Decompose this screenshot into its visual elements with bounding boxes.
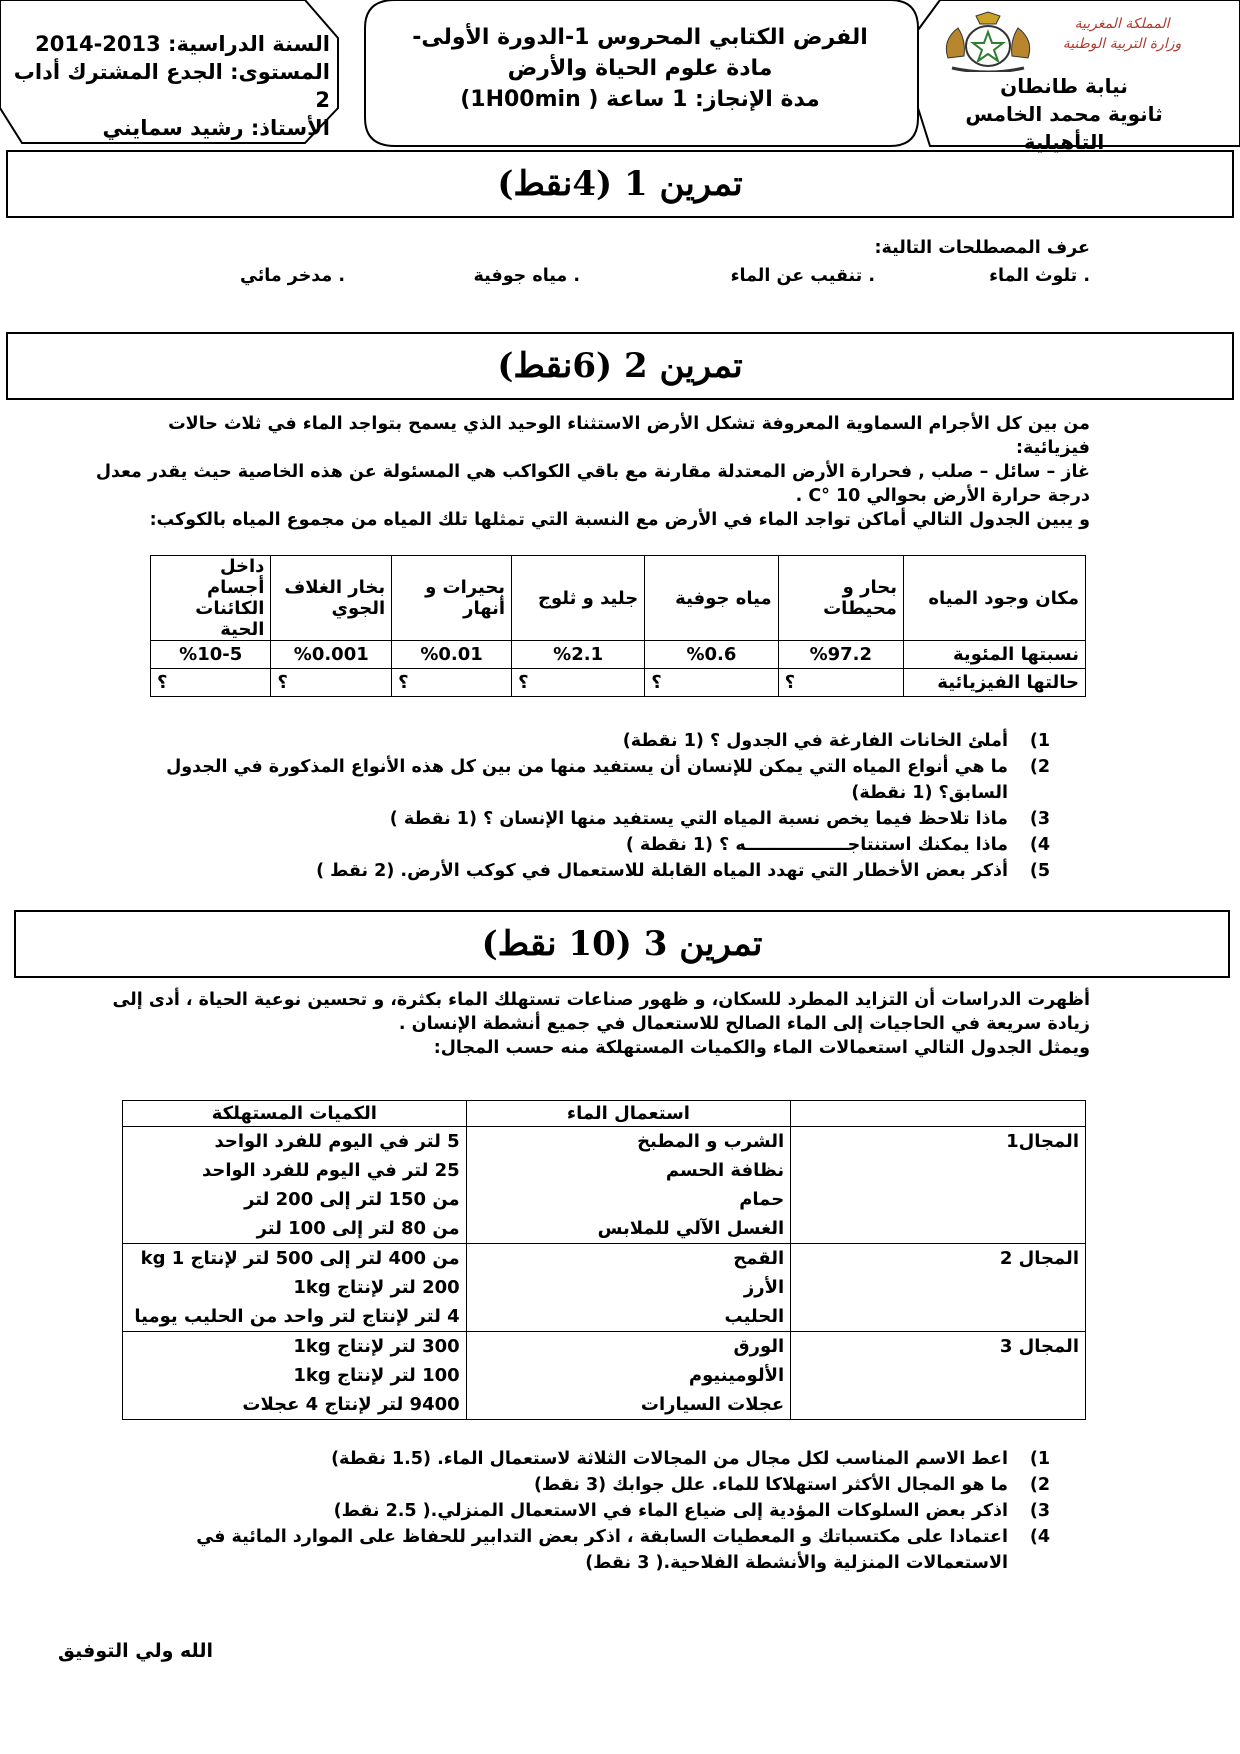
table-cell: داخل أجسام الكائنات الحية [151,556,271,641]
table-header: استعمال الماء [466,1101,791,1127]
table-cell: ؟ [512,669,645,697]
field-label: المجال 3 [791,1332,1086,1420]
teacher: الأستاذ: رشيد سمايني [102,116,330,140]
question-item: 5) أذكر بعض الأخطار التي تهدد المياه القابلة للاستعمال في كوكب الأرض. (2 نقط ) [316,861,1050,881]
field-label: المجال 2 [791,1244,1086,1332]
exercise2-title: تمرين 2 (6نقط) [497,346,743,386]
table-row [151,641,1086,669]
exercise3-intro: أظهرت الدراسات أن التزايد المطرد للسكان، و ظهور صناعات تستهلك الماء بكثرة، و تحسين نوعية الحياة ، أدى إلى زيادة سريعة في الحاجيات إلى الماء الصالح للاستعمال في جميع أنشطة الإنسان . ويمثل الجدول التالي استعمالات الماء والكميات المستهلكة منه حسب المجال: [112,990,1090,1058]
header-right-info [924,72,1204,156]
term-4: . مدخر مائي [240,266,345,286]
ministry-logo-text: المملكة المغربية وزارة التربية الوطنية [1062,16,1182,52]
table-row [123,1332,1086,1420]
school-year: السنة الدراسية: 2013-2014 [35,32,330,56]
table-cell: بحار و محيطات [778,556,903,641]
table-cell: %0.001 [271,641,392,669]
exercise3-title-box [14,910,1230,978]
row-label: حالتها الفيزيائية [903,669,1085,697]
question-item: 3) اذكر بعض السلوكات المؤدية إلى ضياع الماء في الاستعمال المنزلي.( 2.5 نقط) [333,1501,1050,1521]
table-cell: ؟ [778,669,903,697]
table-cell: %0.01 [392,641,512,669]
subject: مادة علوم الحياة والأرض [507,56,773,81]
duration: مدة الإنجاز: 1 ساعة ( 1H00min) [460,87,820,112]
exercise3-title: تمرين 3 (10 نقط) [481,924,763,964]
amounts-cell: 300 لتر لإنتاج 1kg 100 لتر لإنتاج 1kg 9400 لتر لإنتاج 4 عجلات [123,1332,467,1420]
table-cell: ؟ [271,669,392,697]
table-cell: بحيرات و أنهار [392,556,512,641]
directorate: نيابة طانطان [1000,74,1128,98]
row-label: نسبتها المئوية [903,641,1085,669]
table-header: الكميات المستهلكة [123,1101,467,1127]
exercise2-title-box [6,332,1234,400]
water-usage-table [122,1100,1086,1420]
school-name: ثانوية محمد الخامس التأهيلية [965,102,1163,154]
header-center-info [370,22,910,115]
question-item: 1) اعط الاسم المناسب لكل مجال من المجالات الثلاثة لاستعمال الماء. (1.5 نقطة) [331,1449,1050,1469]
table-row [151,669,1086,697]
term-3: . مياه جوفية [473,266,580,286]
question-item: 4) اعتمادا على مكتسباتك و المعطيات السابقة ، اذكر بعض التدابير للحفاظ على الموارد المائية في الاستعمالات المنزلية والأنشطة الفلاحية.( 3 نقط) [196,1527,1050,1573]
question-item: 2) ما هو المجال الأكثر استهلاكا للماء. علل جوابك (3 نقط) [533,1475,1050,1495]
table-row [151,556,1086,641]
exercise2-intro: من بين كل الأجرام السماوية المعروفة تشكل الأرض الاستثناء الوحيد الذي يسمح بتواجد الماء في ثلاث حالات فيزيائية: غاز – سائل – صلب , فحرارة الأرض المعتدلة مقارنة مع باقي الكواكب هي المسئولة عن هذه الخاصية حيث يقدر معدل درجة حرارة الأرض بحوالي 10 °C . و يبين الجدول التالي أماكن تواجد الماء في الأرض مع النسبة التي تمثلها تلك المياه من مجموع المياه بالكوكب: [95,414,1090,530]
uses-cell: الشرب و المطبخ نظافة الحسم حمام الغسل الآلي للملابس [466,1127,791,1244]
closing-text: الله ولي التوفيق [58,1640,213,1662]
exercise1-instruction: عرف المصطلحات التالية: [874,238,1090,258]
exercise1-terms [130,266,1090,292]
header-left-info [10,30,330,142]
table-row [123,1101,1086,1127]
level: المستوى: الجدع المشترك أداب 2 [13,60,330,112]
table-cell: %2.1 [512,641,645,669]
table-cell: ؟ [392,669,512,697]
table-cell: %10-5 [151,641,271,669]
table-cell: %97.2 [778,641,903,669]
question-item: 4) ماذا يمكنك استنتاجـــــــــــــــــه ؟ (1 نقطة ) [625,835,1050,855]
amounts-cell: 5 لتر في اليوم للفرد الواحد 25 لتر في اليوم للفرد الواحد من 150 لتر إلى 200 لتر من 80 لتر إلى 100 لتر [123,1127,467,1244]
exercise1-title: تمرين 1 (4نقط) [497,164,743,204]
table-cell: ؟ [645,669,778,697]
field-label: المجال1 [791,1127,1086,1244]
morocco-emblem-icon [938,10,1038,72]
exam-title: الفرض الكتابي المحروس 1-الدورة الأولى- [412,25,868,50]
uses-cell: القمح الأرز الحليب [466,1244,791,1332]
uses-cell: الورق الألومينيوم عجلات السيارات [466,1332,791,1420]
question-item: 2) ما هي أنواع المياه التي يمكن للإنسان أن يستفيد منها من بين كل هذه الأنواع المذكورة في الجدول السابق؟ (1 نقطة) [166,757,1050,803]
question-item: 3) ماذا تلاحظ فيما يخص نسبة المياه التي يستفيد منها الإنسان ؟ (1 نقطة ) [389,809,1050,829]
exercise1-title-box [6,150,1234,218]
table-row [123,1244,1086,1332]
table-cell: مياه جوفية [645,556,778,641]
water-distribution-table [150,555,1086,697]
exercise2-questions [150,728,1050,884]
table-header [791,1101,1086,1127]
table-cell: %0.6 [645,641,778,669]
term-2: . تنقيب عن الماء [730,266,875,286]
amounts-cell: من 400 لتر إلى 500 لتر لإنتاج 1 kg 200 لتر لإنتاج 1kg 4 لتر لإنتاج لتر واحد من الحليب يوميا [123,1244,467,1332]
table-row [123,1127,1086,1244]
table-cell: ؟ [151,669,271,697]
term-1: . تلوث الماء [989,266,1090,286]
exercise3-questions [150,1446,1050,1576]
table-cell: جليد و ثلوج [512,556,645,641]
question-item: 1) أملئ الخانات الفارغة في الجدول ؟ (1 نقطة) [622,731,1050,751]
row-label: مكان وجود المياه [903,556,1085,641]
table-cell: بخار الغلاف الجوي [271,556,392,641]
